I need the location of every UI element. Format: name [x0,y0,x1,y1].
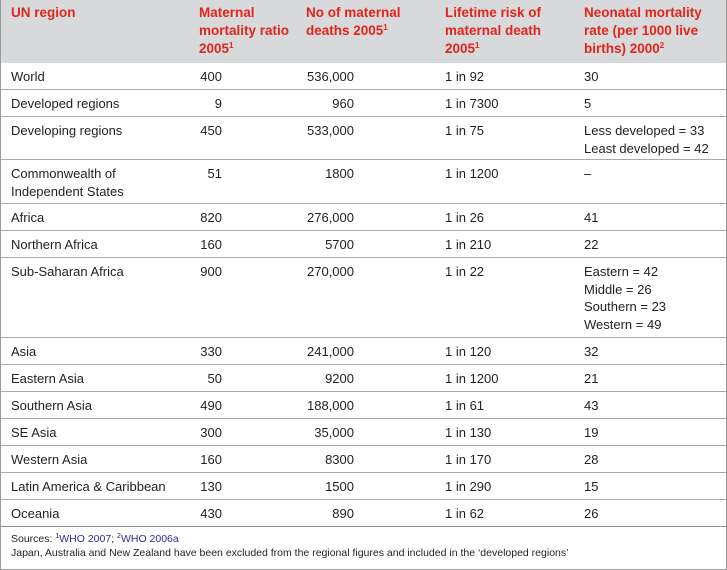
cell-region: Commonwealth of Independent States [11,166,124,199]
source-link-who-2007[interactable]: WHO 2007 [59,533,112,545]
source-link-who-2006a[interactable]: WHO 2006a [120,533,179,545]
table-row [1,473,726,500]
cell-neonatal [584,68,724,86]
footnote-marker: 2 [659,41,665,50]
neonatal-line: Least developed = 42 [584,140,709,156]
table-footer [11,532,721,560]
cell-neonatal [584,209,724,227]
cell-risk: 1 in 170 [445,452,492,467]
cell-risk: 1 in 62 [445,506,485,521]
neonatal-line: 43 [584,398,599,413]
neonatal-line: 15 [584,479,599,494]
neonatal-line: 28 [584,452,599,467]
cell-ratio: 900 [200,264,222,279]
cell-deaths: 536,000 [307,69,354,84]
cell-deaths: 533,000 [307,123,354,138]
cell-risk: 1 in 1200 [445,166,499,181]
cell-risk: 1 in 1200 [445,371,499,386]
cell-region: Eastern Asia [11,371,84,386]
cell-ratio: 160 [200,237,222,252]
footnote-marker: 1 [229,41,234,50]
cell-risk: 1 in 22 [445,264,485,279]
neonatal-line: 32 [584,344,599,359]
neonatal-line: Less developed = 33 [584,123,705,138]
table-row [1,365,726,392]
cell-deaths: 241,000 [307,344,354,359]
column-header-deaths: No of maternal deaths 2005$^1$ [306,5,401,38]
cell-risk: 1 in 92 [445,69,485,84]
cell-deaths: 276,000 [307,210,354,225]
table-row [1,338,726,365]
table-row [1,160,726,204]
footnote-text: Japan, Australia and New Zealand have been excluded from the regional figures and included in the ‘developed regions’ [11,547,569,559]
cell-deaths: 9200 [325,371,354,386]
cell-deaths: 1800 [325,166,354,181]
cell-ratio: 130 [200,479,222,494]
cell-deaths: 8300 [325,452,354,467]
footnote-marker: 1 [475,41,480,50]
cell-ratio: 160 [200,452,222,467]
table-row [1,90,726,117]
cell-neonatal [584,478,724,496]
cell-neonatal [584,343,724,361]
neonatal-line: – [584,166,592,181]
column-header-neonatal: Neonatal mortality rate (per 1000 live births) 2000$^2$ [584,5,702,56]
neonatal-line: Middle = 26 [584,281,652,297]
cell-neonatal [584,165,724,183]
cell-ratio: 400 [200,69,222,84]
cell-region: Asia [11,344,37,359]
cell-region: Western Asia [11,452,88,467]
cell-deaths: 5700 [325,237,354,252]
table-row [1,63,726,90]
cell-deaths: 270,000 [307,264,354,279]
footnote-marker: 1 [383,23,388,32]
neonatal-line: 26 [584,506,599,521]
cell-deaths: 960 [332,96,354,111]
neonatal-line: Southern = 23 [584,299,667,314]
neonatal-line: 30 [584,69,599,84]
cell-region: Developed regions [11,96,120,111]
cell-region: World [11,69,45,84]
cell-ratio: 450 [200,123,222,138]
neonatal-line: 22 [584,237,599,252]
table-row [1,446,726,473]
cell-risk: 1 in 290 [445,479,492,494]
cell-risk: 1 in 26 [445,210,485,225]
cell-risk: 1 in 61 [445,398,485,413]
cell-deaths: 35,000 [314,425,354,440]
table-row [1,419,726,446]
table-row [1,500,726,527]
table-row [1,204,726,231]
cell-ratio: 430 [200,506,222,521]
cell-ratio: 51 [207,166,222,181]
column-header-ratio: Maternal mortality ratio 2005$^1$ [199,5,290,56]
cell-neonatal [584,263,724,333]
cell-ratio: 820 [200,210,222,225]
cell-risk: 1 in 7300 [445,96,499,111]
neonatal-line: 5 [584,96,592,111]
neonatal-line: Eastern = 42 [584,264,659,279]
cell-ratio: 9 [214,96,222,111]
cell-region: Oceania [11,506,60,521]
cell-deaths: 188,000 [307,398,354,413]
cell-neonatal [584,397,724,415]
cell-region: Africa [11,210,45,225]
sources-line: Sources: $^1$WHO 2007; $^2$WHO 2006a [11,533,179,545]
cell-neonatal [584,505,724,523]
column-header-risk: Lifetime risk of maternal death 2005$^1$ [445,5,542,56]
table-row [1,258,726,338]
cell-region: Latin America & Caribbean [11,479,166,494]
neonatal-line: 41 [584,210,599,225]
column-header-region: UN region [11,5,76,20]
cell-ratio: 330 [200,344,222,359]
cell-region: Developing regions [11,123,123,138]
neonatal-line: 21 [584,371,599,386]
table-body [1,63,726,527]
cell-neonatal [584,95,724,113]
table-row [1,117,726,160]
cell-risk: 1 in 210 [445,237,492,252]
table-row [1,392,726,419]
neonatal-line: 19 [584,425,599,440]
cell-neonatal [584,370,724,388]
cell-deaths: 890 [332,506,354,521]
table-header-row [1,0,726,63]
neonatal-line: Western = 49 [584,316,662,332]
cell-deaths: 1500 [325,479,354,494]
cell-ratio: 50 [207,371,222,386]
cell-region: Southern Asia [11,398,92,413]
cell-neonatal [584,122,724,157]
cell-ratio: 300 [200,425,222,440]
cell-neonatal [584,236,724,254]
table-row [1,231,726,258]
cell-region: SE Asia [11,425,57,440]
cell-risk: 1 in 120 [445,344,492,359]
cell-neonatal [584,451,724,469]
cell-neonatal [584,424,724,442]
cell-risk: 1 in 75 [445,123,485,138]
cell-region: Northern Africa [11,237,98,252]
cell-region: Sub-Saharan Africa [11,264,124,279]
cell-ratio: 490 [200,398,222,413]
cell-risk: 1 in 130 [445,425,492,440]
